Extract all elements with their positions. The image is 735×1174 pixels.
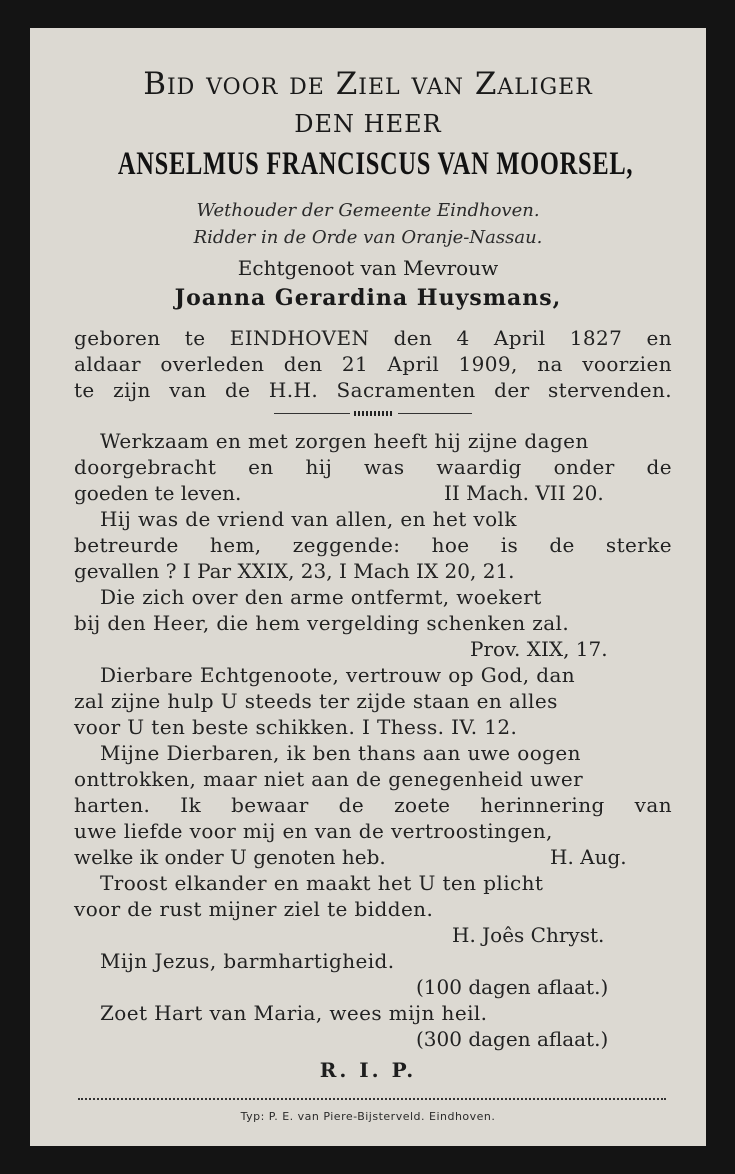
spouse-name: Joanna Gerardina Huysmans,	[174, 285, 562, 311]
scripture-ref: II Mach. VII 20.	[444, 481, 604, 505]
text-line: voor de rust mijner ziel te bidden.	[74, 897, 434, 921]
text-line: Mijne Dierbaren, ik ben thans aan uwe oogen	[100, 741, 581, 765]
text-line: Hij was de vriend van allen, en het volk	[100, 507, 517, 531]
text-line: uwe liefde voor mij en van de vertroostingen,	[74, 819, 553, 843]
deceased-name: ANSELMUS FRANCISCUS VAN MOORSEL,	[117, 146, 634, 182]
text-line: zal zijne hulp U steeds ter zijde staan en alles	[74, 689, 558, 713]
text-line: harten. Ik bewaar de zoete herinnering van	[74, 793, 672, 817]
title-knight: Ridder in de Orde van Oranje-Nassau.	[193, 227, 543, 248]
text-line: betreurde hem, zeggende: hoe is de sterke	[74, 533, 672, 557]
text-line: welke ik onder U genoten heb.	[74, 845, 386, 869]
prayer-line: Zoet Hart van Maria, wees mijn heil.	[100, 1001, 488, 1025]
prayer-heading: Bid voor de Ziel van Zaliger	[143, 66, 593, 102]
indulgence-note: (300 dagen aflaat.)	[416, 1027, 609, 1051]
ornamental-divider	[274, 411, 472, 417]
text-line: voor U ten beste schikken. I Thess. IV. 12.	[74, 715, 518, 739]
printer-imprint: Typ: P. E. van Piere-Bijsterveld. Eindhoven.	[240, 1110, 496, 1123]
indulgence-note: (100 dagen aflaat.)	[416, 975, 609, 999]
bio-line: aldaar overleden den 21 April 1909, na voorzien	[74, 352, 672, 376]
text-line: gevallen ? I Par XXIX, 23, I Mach IX 20, 21.	[74, 559, 515, 583]
text-line: goeden te leven.	[74, 481, 242, 505]
text-line: Troost elkander en maakt het U ten plicht	[100, 871, 544, 895]
text-line: bij den Heer, die hem vergelding schenken zal.	[74, 611, 570, 635]
card-paper	[30, 28, 706, 1146]
dotted-rule	[78, 1098, 666, 1100]
text-line: Die zich over den arme ontfermt, woekert	[100, 585, 542, 609]
citation: H. Joês Chryst.	[452, 923, 605, 947]
text-line: doorgebracht en hij was waardig onder de	[74, 455, 672, 479]
title-alderman: Wethouder der Gemeente Eindhoven.	[196, 200, 540, 221]
text-line: Dierbare Echtgenoote, vertrouw op God, dan	[100, 663, 576, 687]
scripture-ref: Prov. XIX, 17.	[470, 637, 608, 661]
rip-text: R. I. P.	[319, 1058, 417, 1082]
honorific: DEN HEER	[294, 110, 442, 138]
spouse-label: Echtgenoot van Mevrouw	[237, 256, 499, 280]
bio-line: te zijn van de H.H. Sacramenten der stervenden.	[74, 378, 672, 402]
citation: H. Aug.	[550, 845, 627, 869]
text-line: Werkzaam en met zorgen heeft hij zijne dagen	[100, 429, 589, 453]
bio-line: geboren te EINDHOVEN den 4 April 1827 en	[74, 326, 672, 350]
prayer-line: Mijn Jezus, barmhartigheid.	[100, 949, 395, 973]
text-line: onttrokken, maar niet aan de genegenheid uwer	[74, 767, 584, 791]
